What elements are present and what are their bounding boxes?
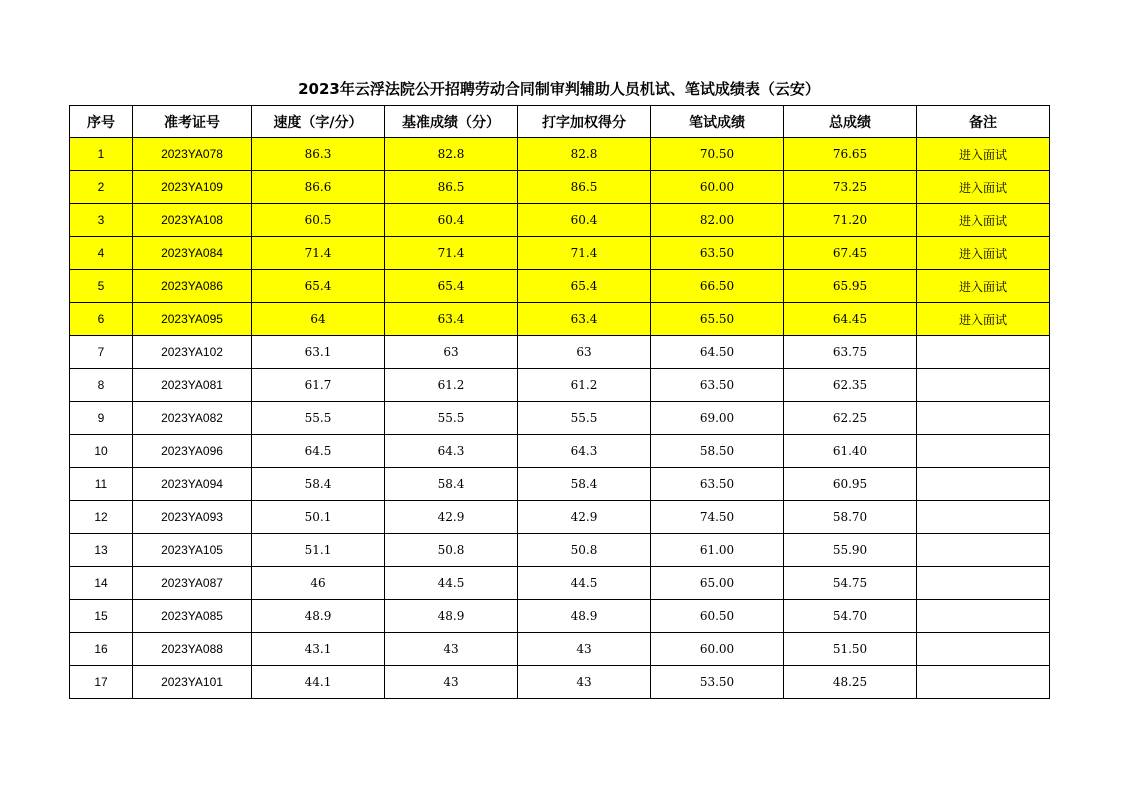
row-index-cell: 15 — [70, 600, 133, 633]
header-typing-weighted: 打字加权得分 — [518, 106, 651, 138]
total-score-cell: 61.40 — [784, 435, 917, 468]
row-index-cell: 6 — [70, 303, 133, 336]
written-score-cell: 65.50 — [651, 303, 784, 336]
candidate-id-cell: 2023YA085 — [133, 600, 252, 633]
header-base-score: 基准成绩（分） — [385, 106, 518, 138]
base-score-cell: 61.2 — [385, 369, 518, 402]
remark-cell — [917, 501, 1050, 534]
header-total-score: 总成绩 — [784, 106, 917, 138]
speed-cell: 64 — [252, 303, 385, 336]
remark-cell: 进入面试 — [917, 138, 1050, 171]
candidate-id-cell: 2023YA088 — [133, 633, 252, 666]
row-index-cell: 1 — [70, 138, 133, 171]
remark-cell — [917, 600, 1050, 633]
row-index-cell: 12 — [70, 501, 133, 534]
candidate-id-cell: 2023YA078 — [133, 138, 252, 171]
table-row — [70, 171, 1050, 204]
header-written-score: 笔试成绩 — [651, 106, 784, 138]
row-index-cell: 5 — [70, 270, 133, 303]
speed-cell: 43.1 — [252, 633, 385, 666]
header-speed: 速度（字/分） — [252, 106, 385, 138]
total-score-cell: 62.35 — [784, 369, 917, 402]
table-row — [70, 666, 1050, 699]
table-row — [70, 138, 1050, 171]
base-score-cell: 43 — [385, 666, 518, 699]
written-score-cell: 63.50 — [651, 369, 784, 402]
table-row — [70, 237, 1050, 270]
header-row — [70, 106, 1050, 138]
table-row — [70, 204, 1050, 237]
total-score-cell: 67.45 — [784, 237, 917, 270]
total-score-cell: 63.75 — [784, 336, 917, 369]
header-index: 序号 — [70, 106, 133, 138]
typing-weighted-score-cell: 43 — [518, 666, 651, 699]
typing-weighted-score-cell: 42.9 — [518, 501, 651, 534]
table-row — [70, 468, 1050, 501]
remark-cell — [917, 468, 1050, 501]
base-score-cell: 64.3 — [385, 435, 518, 468]
remark-cell — [917, 666, 1050, 699]
base-score-cell: 58.4 — [385, 468, 518, 501]
written-score-cell: 82.00 — [651, 204, 784, 237]
written-score-cell: 60.00 — [651, 633, 784, 666]
base-score-cell: 82.8 — [385, 138, 518, 171]
base-score-cell: 44.5 — [385, 567, 518, 600]
typing-weighted-score-cell: 63.4 — [518, 303, 651, 336]
written-score-cell: 63.50 — [651, 468, 784, 501]
base-score-cell: 60.4 — [385, 204, 518, 237]
typing-weighted-score-cell: 63 — [518, 336, 651, 369]
candidate-id-cell: 2023YA105 — [133, 534, 252, 567]
candidate-id-cell: 2023YA081 — [133, 369, 252, 402]
table-row — [70, 336, 1050, 369]
table-row — [70, 402, 1050, 435]
written-score-cell: 58.50 — [651, 435, 784, 468]
base-score-cell: 65.4 — [385, 270, 518, 303]
header-candidate-id: 准考证号 — [133, 106, 252, 138]
remark-cell: 进入面试 — [917, 270, 1050, 303]
table-row — [70, 534, 1050, 567]
written-score-cell: 60.00 — [651, 171, 784, 204]
speed-cell: 86.6 — [252, 171, 385, 204]
table-row — [70, 270, 1050, 303]
typing-weighted-score-cell: 60.4 — [518, 204, 651, 237]
typing-weighted-score-cell: 61.2 — [518, 369, 651, 402]
score-table — [69, 105, 1050, 699]
typing-weighted-score-cell: 71.4 — [518, 237, 651, 270]
row-index-cell: 3 — [70, 204, 133, 237]
remark-cell — [917, 567, 1050, 600]
speed-cell: 51.1 — [252, 534, 385, 567]
candidate-id-cell: 2023YA109 — [133, 171, 252, 204]
total-score-cell: 76.65 — [784, 138, 917, 171]
remark-cell: 进入面试 — [917, 303, 1050, 336]
row-index-cell: 17 — [70, 666, 133, 699]
base-score-cell: 43 — [385, 633, 518, 666]
row-index-cell: 10 — [70, 435, 133, 468]
total-score-cell: 73.25 — [784, 171, 917, 204]
base-score-cell: 71.4 — [385, 237, 518, 270]
speed-cell: 60.5 — [252, 204, 385, 237]
typing-weighted-score-cell: 58.4 — [518, 468, 651, 501]
row-index-cell: 16 — [70, 633, 133, 666]
candidate-id-cell: 2023YA087 — [133, 567, 252, 600]
speed-cell: 61.7 — [252, 369, 385, 402]
total-score-cell: 65.95 — [784, 270, 917, 303]
candidate-id-cell: 2023YA082 — [133, 402, 252, 435]
speed-cell: 46 — [252, 567, 385, 600]
row-index-cell: 7 — [70, 336, 133, 369]
total-score-cell: 55.90 — [784, 534, 917, 567]
remark-cell — [917, 369, 1050, 402]
candidate-id-cell: 2023YA086 — [133, 270, 252, 303]
remark-cell: 进入面试 — [917, 204, 1050, 237]
total-score-cell: 64.45 — [784, 303, 917, 336]
candidate-id-cell: 2023YA096 — [133, 435, 252, 468]
table-row — [70, 633, 1050, 666]
typing-weighted-score-cell: 43 — [518, 633, 651, 666]
candidate-id-cell: 2023YA101 — [133, 666, 252, 699]
written-score-cell: 53.50 — [651, 666, 784, 699]
row-index-cell: 13 — [70, 534, 133, 567]
total-score-cell: 62.25 — [784, 402, 917, 435]
typing-weighted-score-cell: 82.8 — [518, 138, 651, 171]
typing-weighted-score-cell: 44.5 — [518, 567, 651, 600]
speed-cell: 55.5 — [252, 402, 385, 435]
typing-weighted-score-cell: 86.5 — [518, 171, 651, 204]
candidate-id-cell: 2023YA102 — [133, 336, 252, 369]
row-index-cell: 11 — [70, 468, 133, 501]
written-score-cell: 70.50 — [651, 138, 784, 171]
table-row — [70, 435, 1050, 468]
total-score-cell: 51.50 — [784, 633, 917, 666]
candidate-id-cell: 2023YA094 — [133, 468, 252, 501]
written-score-cell: 61.00 — [651, 534, 784, 567]
row-index-cell: 9 — [70, 402, 133, 435]
typing-weighted-score-cell: 55.5 — [518, 402, 651, 435]
table-row — [70, 600, 1050, 633]
speed-cell: 50.1 — [252, 501, 385, 534]
table-row — [70, 567, 1050, 600]
total-score-cell: 48.25 — [784, 666, 917, 699]
remark-cell: 进入面试 — [917, 237, 1050, 270]
total-score-cell: 60.95 — [784, 468, 917, 501]
speed-cell: 64.5 — [252, 435, 385, 468]
remark-cell — [917, 435, 1050, 468]
table-row — [70, 303, 1050, 336]
total-score-cell: 54.70 — [784, 600, 917, 633]
typing-weighted-score-cell: 65.4 — [518, 270, 651, 303]
row-index-cell: 2 — [70, 171, 133, 204]
total-score-cell: 54.75 — [784, 567, 917, 600]
speed-cell: 58.4 — [252, 468, 385, 501]
written-score-cell: 74.50 — [651, 501, 784, 534]
base-score-cell: 42.9 — [385, 501, 518, 534]
remark-cell — [917, 336, 1050, 369]
base-score-cell: 50.8 — [385, 534, 518, 567]
base-score-cell: 55.5 — [385, 402, 518, 435]
base-score-cell: 86.5 — [385, 171, 518, 204]
table-row — [70, 501, 1050, 534]
header-remark: 备注 — [917, 106, 1050, 138]
candidate-id-cell: 2023YA093 — [133, 501, 252, 534]
speed-cell: 86.3 — [252, 138, 385, 171]
speed-cell: 44.1 — [252, 666, 385, 699]
remark-cell — [917, 402, 1050, 435]
page-title: 2023年云浮法院公开招聘劳动合同制审判辅助人员机试、笔试成绩表（云安） — [298, 80, 820, 98]
remark-cell — [917, 534, 1050, 567]
written-score-cell: 63.50 — [651, 237, 784, 270]
written-score-cell: 60.50 — [651, 600, 784, 633]
written-score-cell: 69.00 — [651, 402, 784, 435]
typing-weighted-score-cell: 64.3 — [518, 435, 651, 468]
base-score-cell: 63 — [385, 336, 518, 369]
speed-cell: 65.4 — [252, 270, 385, 303]
row-index-cell: 4 — [70, 237, 133, 270]
base-score-cell: 48.9 — [385, 600, 518, 633]
typing-weighted-score-cell: 50.8 — [518, 534, 651, 567]
base-score-cell: 63.4 — [385, 303, 518, 336]
table-row — [70, 369, 1050, 402]
row-index-cell: 14 — [70, 567, 133, 600]
written-score-cell: 66.50 — [651, 270, 784, 303]
candidate-id-cell: 2023YA084 — [133, 237, 252, 270]
total-score-cell: 58.70 — [784, 501, 917, 534]
written-score-cell: 65.00 — [651, 567, 784, 600]
total-score-cell: 71.20 — [784, 204, 917, 237]
remark-cell: 进入面试 — [917, 171, 1050, 204]
remark-cell — [917, 633, 1050, 666]
candidate-id-cell: 2023YA095 — [133, 303, 252, 336]
speed-cell: 63.1 — [252, 336, 385, 369]
speed-cell: 71.4 — [252, 237, 385, 270]
row-index-cell: 8 — [70, 369, 133, 402]
written-score-cell: 64.50 — [651, 336, 784, 369]
candidate-id-cell: 2023YA108 — [133, 204, 252, 237]
typing-weighted-score-cell: 48.9 — [518, 600, 651, 633]
speed-cell: 48.9 — [252, 600, 385, 633]
